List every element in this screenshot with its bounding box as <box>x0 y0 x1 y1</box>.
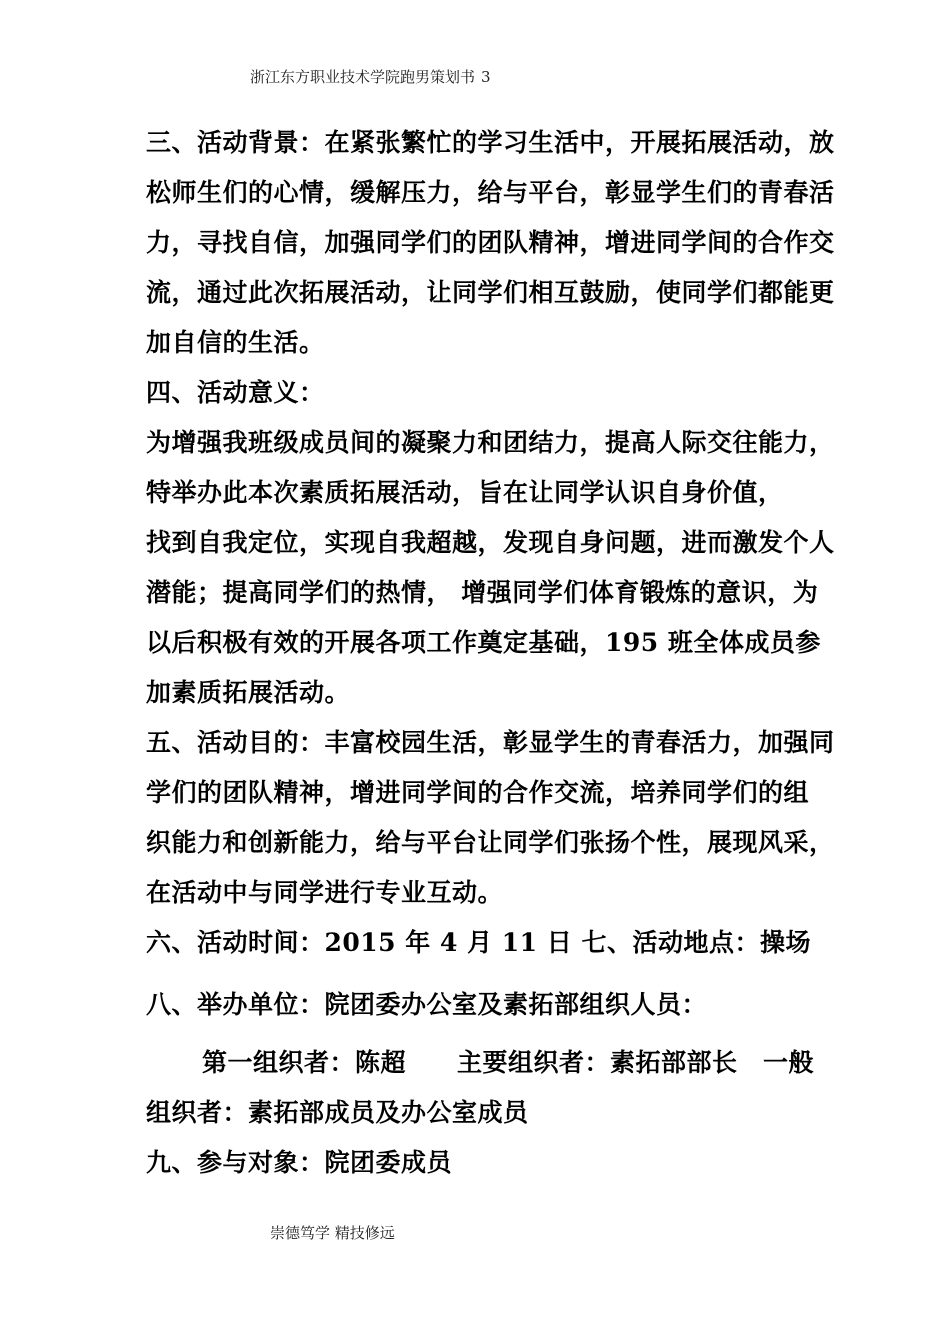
background-line-1: 三、活动背景：在紧张繁忙的学习生活中，开展拓展活动，放 <box>146 128 835 157</box>
organizer-line-1: 第一组织者：陈超 主要组织者：素拓部部长 一般 <box>202 1048 815 1077</box>
header-title: 浙江东方职业技术学院跑男策划书 <box>250 68 476 86</box>
organizer-heading: 八、举办单位：院团委办公室及素拓部组织人员： <box>146 990 708 1019</box>
participants-line: 九、参与对象：院团委成员 <box>146 1148 453 1177</box>
significance-line-5: 以后积极有效的开展各项工作奠定基础，195 班全体成员参 <box>146 628 821 657</box>
purpose-line-2: 学们的团队精神，增进同学间的合作交流，培养同学们的组 <box>146 778 810 807</box>
page-number: 3 <box>481 68 491 86</box>
background-line-2: 松师生们的心情，缓解压力，给与平台，彰显学生们的青春活 <box>146 178 835 207</box>
background-line-5: 加自信的生活。 <box>146 328 325 357</box>
significance-line-1: 为增强我班级成员间的凝聚力和团结力，提高人际交往能力， <box>146 428 835 457</box>
purpose-line-1: 五、活动目的：丰富校园生活，彰显学生的青春活力，加强同 <box>146 728 835 757</box>
significance-line-3: 找到自我定位，实现自我超越，发现自身问题，进而激发个人 <box>146 528 835 557</box>
significance-line-6: 加素质拓展活动。 <box>146 678 351 707</box>
background-line-3: 力，寻找自信，加强同学们的团队精神，增进同学间的合作交 <box>146 228 835 257</box>
page-header <box>250 66 491 87</box>
purpose-line-3: 织能力和创新能力，给与平台让同学们张扬个性，展现风采， <box>146 828 835 857</box>
footer-motto: 崇德笃学 精技修远 <box>270 1224 395 1242</box>
significance-heading: 四、活动意义： <box>146 378 325 407</box>
organizer-line-2: 组织者：素拓部成员及办公室成员 <box>146 1098 529 1127</box>
purpose-line-4: 在活动中与同学进行专业互动。 <box>146 878 504 907</box>
significance-line-2: 特举办此本次素质拓展活动，旨在让同学认识自身价值， <box>146 478 784 507</box>
document-body <box>146 118 846 1188</box>
background-line-4: 流，通过此次拓展活动，让同学们相互鼓励，使同学们都能更 <box>146 278 835 307</box>
time-location-line: 六、活动时间：2015 年 4 月 11 日 七、活动地点：操场 <box>146 928 811 957</box>
significance-line-4: 潜能；提高同学们的热情， 增强同学们体育锻炼的意识，为 <box>146 578 819 607</box>
